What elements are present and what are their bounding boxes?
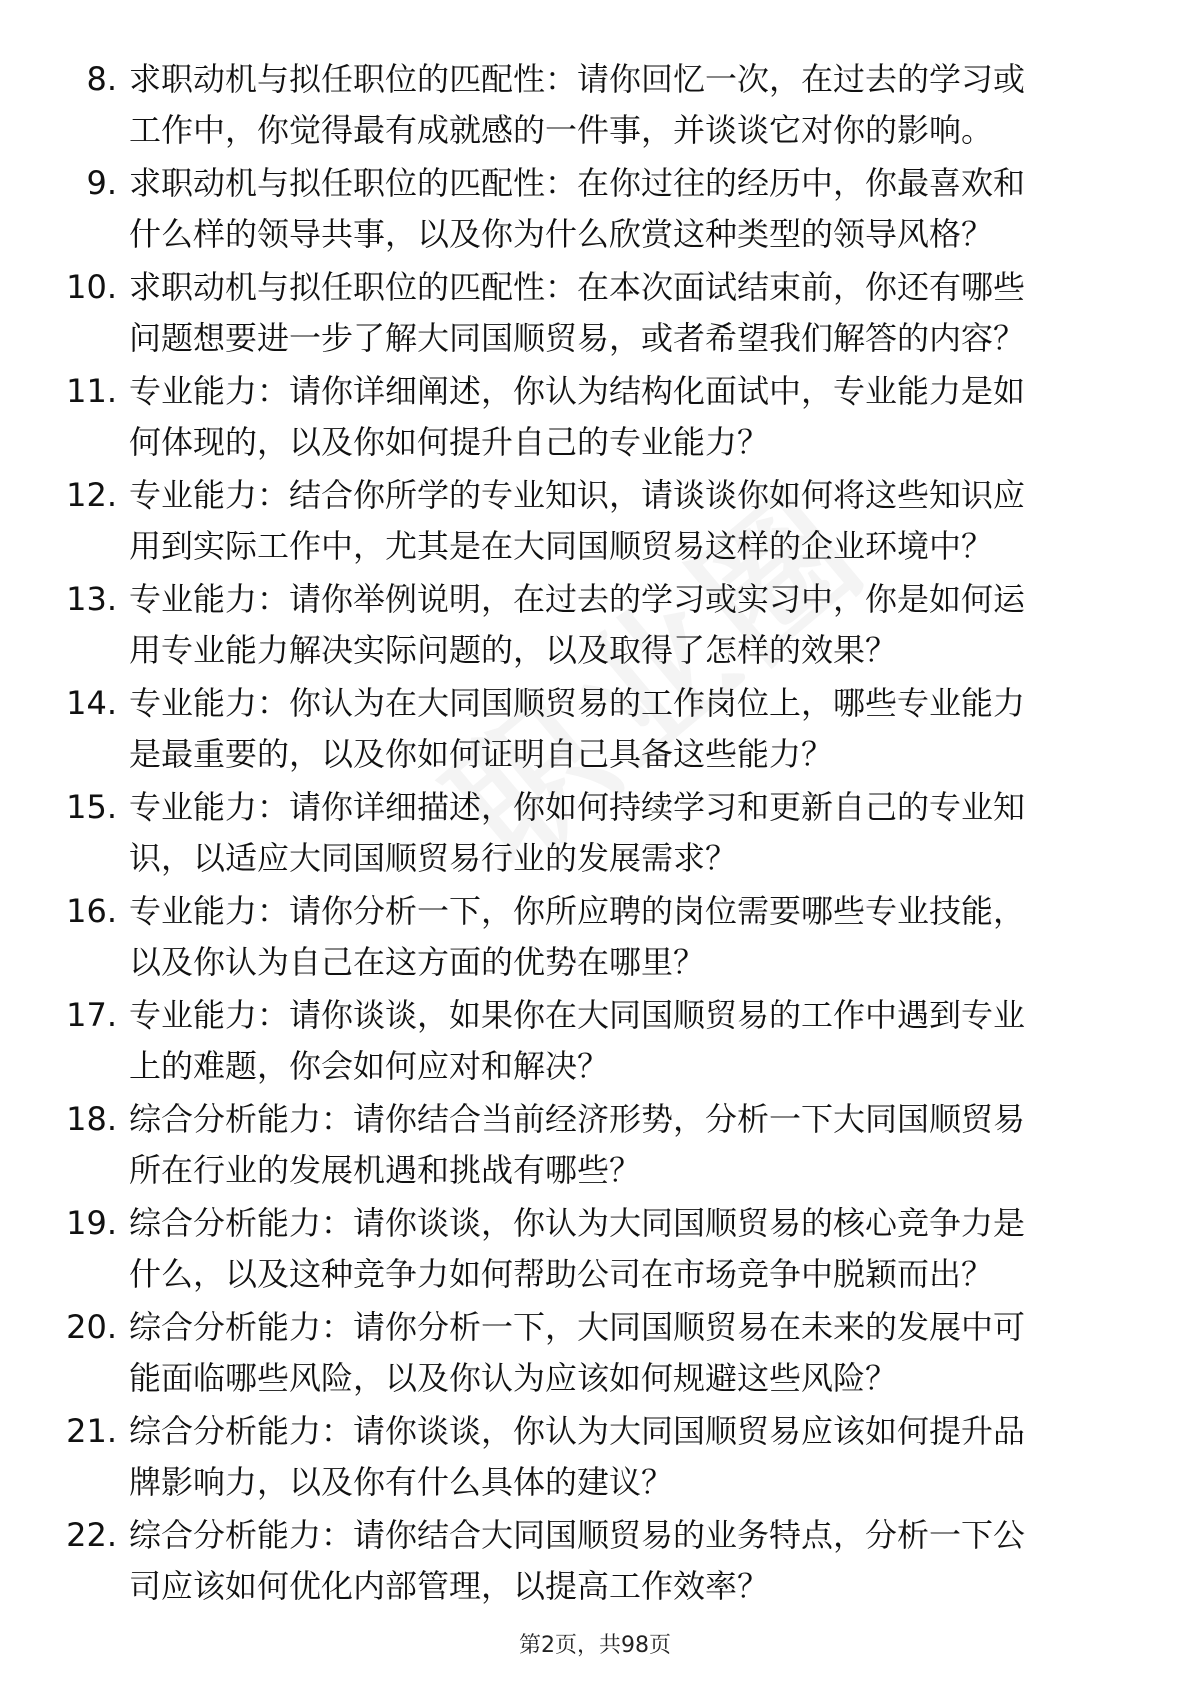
question-text	[129, 1406, 1169, 1508]
question-text	[129, 366, 1169, 468]
question-line: 专业能力：请你分析一下，你所应聘的岗位需要哪些专业技能，	[129, 892, 1026, 930]
question-text	[129, 574, 1169, 676]
question-item	[60, 886, 1120, 990]
question-item	[60, 574, 1120, 678]
question-item	[60, 1302, 1120, 1406]
question-line: 牌影响力，以及你有什么具体的建议？	[129, 1463, 674, 1501]
question-line: 专业能力：请你举例说明，在过去的学习或实习中，你是如何运	[129, 580, 1026, 618]
question-text	[129, 158, 1169, 260]
question-text	[129, 470, 1169, 572]
question-item	[60, 1094, 1120, 1198]
question-line: 是最重要的，以及你如何证明自己具备这些能力？	[129, 735, 834, 773]
question-number: 19.	[66, 1204, 117, 1242]
question-item	[60, 262, 1120, 366]
question-number: 22.	[66, 1516, 117, 1554]
question-line: 什么，以及这种竞争力如何帮助公司在市场竞争中脱颖而出？	[129, 1255, 994, 1293]
question-text	[129, 1198, 1169, 1300]
question-line: 求职动机与拟任职位的匹配性：在本次面试结束前，你还有哪些	[129, 268, 1026, 306]
question-line: 用到实际工作中，尤其是在大同国顺贸易这样的企业环境中？	[129, 527, 994, 565]
question-item	[60, 54, 1120, 158]
question-number: 14.	[66, 684, 117, 722]
question-line: 什么样的领导共事，以及你为什么欣赏这种类型的领导风格？	[129, 215, 994, 253]
page-footer: 第2页，共98页	[519, 1633, 671, 1658]
question-line: 综合分析能力：请你分析一下，大同国顺贸易在未来的发展中可	[129, 1308, 1026, 1346]
question-item	[60, 990, 1120, 1094]
question-item	[60, 470, 1120, 574]
question-line: 专业能力：结合你所学的专业知识，请谈谈你如何将这些知识应	[129, 476, 1026, 514]
question-number: 12.	[66, 476, 117, 514]
question-text	[129, 262, 1169, 364]
question-text	[129, 678, 1169, 780]
question-number: 10.	[66, 268, 117, 306]
question-number: 21.	[66, 1412, 117, 1450]
question-line: 综合分析能力：请你谈谈，你认为大同国顺贸易应该如何提升品	[129, 1412, 1026, 1450]
question-number: 15.	[66, 788, 117, 826]
question-line: 综合分析能力：请你结合当前经济形势，分析一下大同国顺贸易	[129, 1100, 1026, 1138]
question-text	[129, 1094, 1169, 1196]
question-item	[60, 782, 1120, 886]
question-number: 20.	[66, 1308, 117, 1346]
question-item	[60, 1510, 1120, 1614]
question-line: 何体现的，以及你如何提升自己的专业能力？	[129, 423, 770, 461]
question-number: 17.	[66, 996, 117, 1034]
question-text	[129, 1510, 1169, 1612]
question-number: 8.	[86, 60, 117, 98]
question-line: 求职动机与拟任职位的匹配性：请你回忆一次，在过去的学习或	[129, 60, 1026, 98]
question-number: 9.	[86, 164, 117, 202]
question-item	[60, 678, 1120, 782]
question-line: 综合分析能力：请你谈谈，你认为大同国顺贸易的核心竞争力是	[129, 1204, 1026, 1242]
question-number: 16.	[66, 892, 117, 930]
question-line: 所在行业的发展机遇和挑战有哪些？	[129, 1151, 642, 1189]
question-line: 专业能力：请你详细描述，你如何持续学习和更新自己的专业知	[129, 788, 1026, 826]
question-line: 综合分析能力：请你结合大同国顺贸易的业务特点，分析一下公	[129, 1516, 1026, 1554]
question-text	[129, 54, 1169, 156]
question-line: 司应该如何优化内部管理，以提高工作效率？	[129, 1567, 770, 1605]
question-number: 13.	[66, 580, 117, 618]
question-line: 专业能力：请你详细阐述，你认为结构化面试中，专业能力是如	[129, 372, 1026, 410]
question-line: 问题想要进一步了解大同国顺贸易，或者希望我们解答的内容？	[129, 319, 1026, 357]
question-line: 上的难题，你会如何应对和解决？	[129, 1047, 610, 1085]
question-line: 工作中，你觉得最有成就感的一件事，并谈谈它对你的影响。	[129, 111, 994, 149]
question-text	[129, 782, 1169, 884]
question-list	[60, 54, 1120, 1614]
question-number: 11.	[66, 372, 117, 410]
question-line: 以及你认为自己在这方面的优势在哪里？	[129, 943, 706, 981]
question-item	[60, 158, 1120, 262]
question-line: 专业能力：请你谈谈，如果你在大同国顺贸易的工作中遇到专业	[129, 996, 1026, 1034]
question-text	[129, 886, 1169, 988]
question-item	[60, 1406, 1120, 1510]
question-line: 能面临哪些风险，以及你认为应该如何规避这些风险？	[129, 1359, 898, 1397]
question-item	[60, 366, 1120, 470]
question-line: 求职动机与拟任职位的匹配性：在你过往的经历中，你最喜欢和	[129, 164, 1026, 202]
question-text	[129, 1302, 1169, 1404]
question-text	[129, 990, 1169, 1092]
question-line: 识，以适应大同国顺贸易行业的发展需求？	[129, 839, 738, 877]
question-line: 专业能力：你认为在大同国顺贸易的工作岗位上，哪些专业能力	[129, 684, 1026, 722]
question-line: 用专业能力解决实际问题的，以及取得了怎样的效果？	[129, 631, 898, 669]
question-item	[60, 1198, 1120, 1302]
question-number: 18.	[66, 1100, 117, 1138]
